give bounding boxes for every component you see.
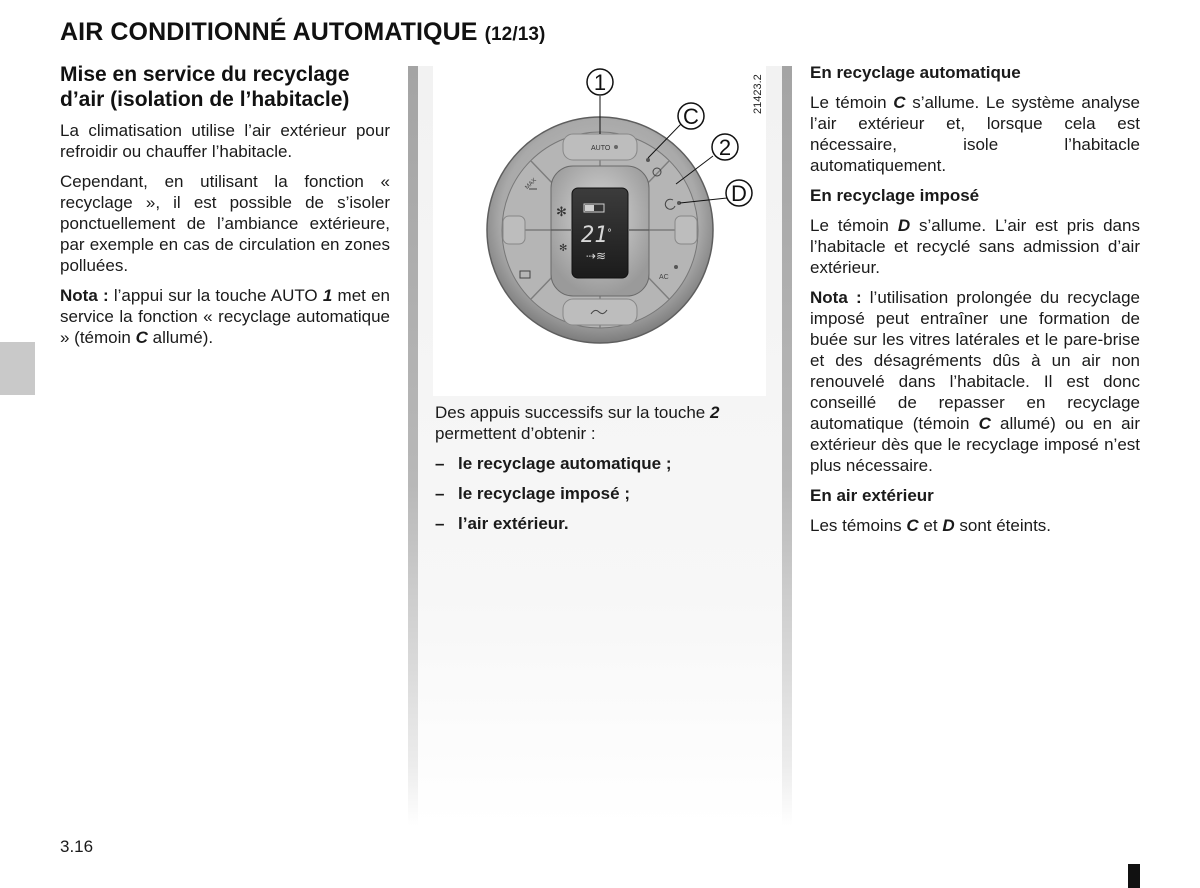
sub-heading: En air extérieur	[810, 486, 934, 505]
page-count: (12/13)	[484, 24, 546, 45]
ref-c: C	[978, 414, 991, 433]
list-item-text: le recyclage automatique ;	[458, 454, 672, 473]
max-label: MAX	[524, 177, 538, 191]
auto-indicator	[614, 145, 618, 149]
figure-reference-code: 21423.2	[752, 74, 764, 114]
ac-indicator	[674, 265, 678, 269]
intro-paragraph	[435, 402, 767, 444]
list-dash: –	[435, 454, 445, 473]
callout-2-label: 2	[718, 135, 732, 160]
climate-control-figure	[433, 66, 766, 396]
paragraph: Cependant, en utilisant la fonction « recyclage », il est possible de s’isoler ponctuellement de l’ambiance extérieure, par exemple en cas de circulation en zones polluées.	[60, 172, 390, 275]
note-paragraph	[810, 287, 1140, 476]
list-item-text: l’air extérieur.	[458, 514, 569, 533]
ref-c: C	[906, 516, 919, 535]
note-text: l’appui sur la touche AUTO	[113, 286, 318, 305]
list-item	[435, 453, 767, 474]
intro-text: permettent d’obtenir :	[435, 424, 596, 443]
air-flow-icon: ⇢≋	[586, 249, 607, 263]
right-column-divider	[782, 66, 792, 826]
ref-d: D	[897, 216, 911, 235]
section-heading-line2: d’air (isolation de l’habitacle)	[60, 88, 350, 111]
display-temperature: 21	[581, 223, 608, 248]
paragraph-text: s’allume. L’air est pris dans l’habitacle et recyclé sans admission d’air extérieur.	[810, 216, 1140, 277]
ref-1: 1	[322, 286, 333, 305]
sub-heading: En recyclage imposé	[810, 186, 980, 205]
middle-column	[435, 402, 767, 543]
page-title-text: AIR CONDITIONNÉ AUTOMATIQUE	[60, 18, 478, 46]
right-side-button[interactable]	[675, 216, 697, 244]
list-dash: –	[435, 484, 445, 503]
callout-1-label: 1	[593, 70, 607, 95]
page-edge-mark	[1128, 864, 1140, 888]
list-dash: –	[435, 514, 445, 533]
page-number: 3.16	[60, 837, 94, 856]
chapter-tab	[0, 342, 35, 395]
callout-d-label: D	[731, 181, 747, 206]
paragraph-text: et	[923, 516, 938, 535]
section-heading	[60, 62, 390, 112]
paragraph-text: Les témoins	[810, 516, 902, 535]
fan-speed-fill	[585, 205, 594, 211]
ref-2: 2	[709, 403, 720, 422]
paragraph-text: Le témoin	[810, 93, 887, 112]
callout-c-label: C	[683, 104, 699, 129]
intro-text: Des appuis successifs sur la touche	[435, 403, 706, 422]
note-text: allumé) ou en air extérieur dès que le recyclage imposé n’est plus nécessaire.	[810, 414, 1140, 475]
note-text: met en service la fonction « recyclage automatique » (témoin	[60, 286, 390, 347]
left-side-button[interactable]	[503, 216, 525, 244]
ref-d: D	[942, 516, 955, 535]
indicator-c	[646, 158, 650, 162]
note-text: l’utilisation prolongée du recyclage imposé peut entraîner une formation de buée sur les vitres latérales et le pare-brise et des désagréments dûs à un air non renouvelé dans l’habitacle. Il est donc conseillé de repasser en recyclage automatique (témoin	[810, 288, 1140, 433]
section-heading-line1: Mise en service du recyclage	[60, 63, 350, 86]
paragraph-text: Le témoin	[810, 216, 889, 235]
note-text: allumé).	[152, 328, 214, 347]
sub-heading: En recyclage automatique	[810, 63, 1021, 82]
left-column-divider	[408, 66, 418, 826]
fan-icon: ✻	[556, 205, 567, 220]
paragraph-text: sont éteints.	[959, 516, 1052, 535]
auto-button-label: AUTO	[591, 145, 611, 152]
list-item-text: le recyclage imposé ;	[458, 484, 630, 503]
ac-label: AC	[659, 274, 669, 281]
page-title	[60, 18, 545, 47]
left-column	[60, 62, 390, 357]
degree-icon: °	[607, 228, 612, 239]
paragraph	[810, 215, 1140, 278]
paragraph-text: s’allume. Le système analyse l’air extérieur et, lorsque cela est nécessaire, isole l’habitacle automatiquement.	[810, 93, 1140, 175]
climate-control-illustration	[433, 66, 766, 396]
list-item	[435, 483, 767, 504]
paragraph	[810, 515, 1140, 536]
list-item	[435, 513, 767, 534]
airflow-button[interactable]	[563, 299, 637, 325]
ref-c: C	[135, 328, 148, 347]
note-label: Nota :	[810, 288, 862, 307]
small-fan-icon: ✻	[559, 243, 568, 254]
right-column	[810, 62, 1140, 545]
ref-c: C	[893, 93, 906, 112]
paragraph: La climatisation utilise l’air extérieur pour refroidir ou chauffer l’habitacle.	[60, 121, 390, 161]
note-label: Nota :	[60, 286, 109, 305]
paragraph	[810, 92, 1140, 176]
note-paragraph	[60, 285, 390, 348]
